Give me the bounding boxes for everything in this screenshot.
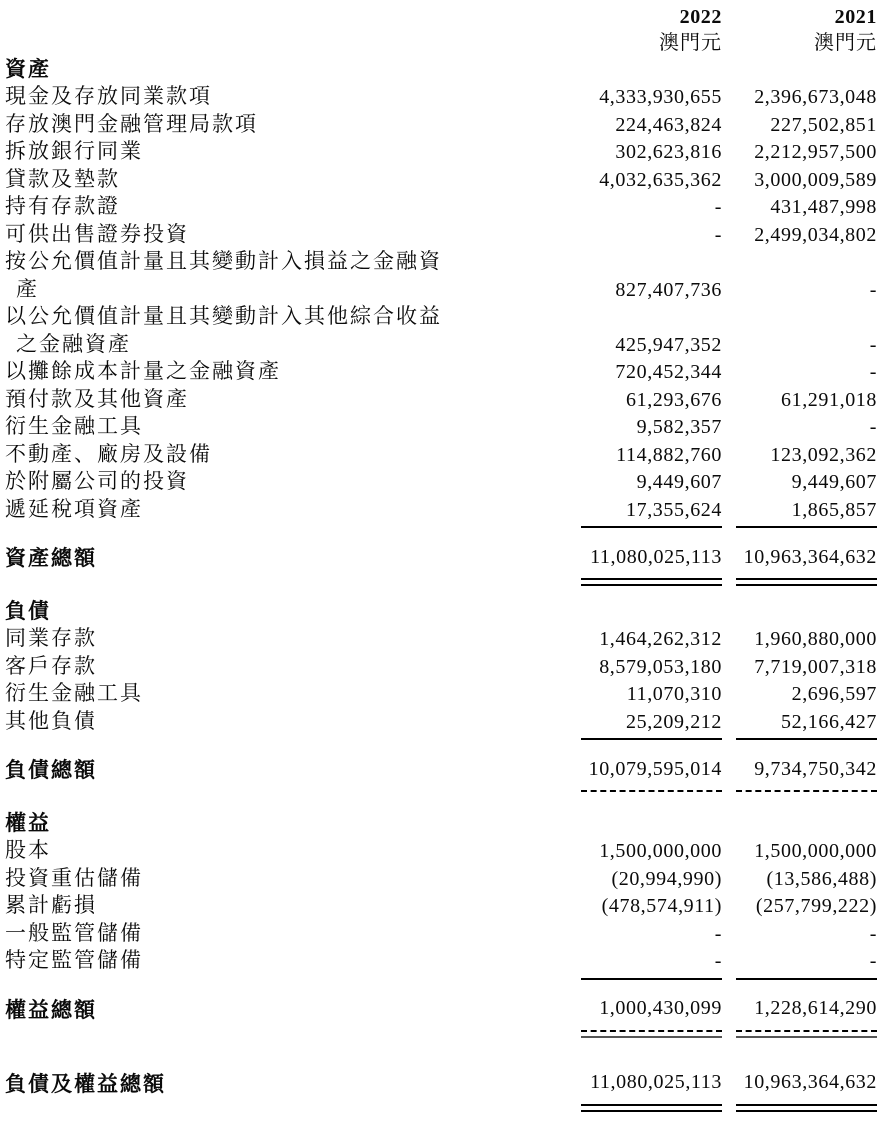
row-label: 負債及權益總額 <box>5 1071 166 1096</box>
rule-line <box>736 1104 877 1112</box>
line-item-row <box>5 303 877 331</box>
rule-row <box>5 523 877 539</box>
rule-line <box>736 526 877 528</box>
row-label: 股本 <box>5 838 51 862</box>
column-rule-2021 <box>732 1101 877 1112</box>
rule-spacer <box>5 1101 577 1102</box>
line-item-row <box>5 386 877 414</box>
line-item-row <box>5 193 877 221</box>
row-label: 負債總額 <box>5 758 97 782</box>
line-item-row <box>5 248 877 276</box>
value-2022: 425,947,352 <box>615 333 722 356</box>
rule-row <box>5 1027 877 1045</box>
line-item-row <box>5 653 877 681</box>
value-2021: 1,500,000,000 <box>754 840 877 862</box>
value-2021: 7,719,007,318 <box>754 655 877 678</box>
row-label: 投資重估儲備 <box>5 865 143 890</box>
row-label: 之金融資產 <box>16 331 131 356</box>
row-label: 現金及存放同業款項 <box>5 84 212 108</box>
value-2022: 11,080,025,113 <box>590 545 722 568</box>
line-item-row <box>5 413 877 441</box>
rule-row <box>5 787 877 805</box>
line-item-row <box>5 892 877 920</box>
row-label: 資產 <box>5 57 51 81</box>
value-2022: 61,293,676 <box>626 388 722 411</box>
row-label: 負債 <box>5 599 51 623</box>
line-item-row <box>5 358 877 386</box>
column-rule-2022 <box>577 735 722 740</box>
rule-line <box>581 978 722 980</box>
column-rule-2022 <box>577 1101 722 1112</box>
rule-spacer <box>5 787 577 788</box>
value-2022: 720,452,344 <box>615 361 722 383</box>
value-2022: 302,623,816 <box>615 141 722 163</box>
line-item-row <box>5 276 877 304</box>
rule-line <box>581 1104 722 1112</box>
value-2022: - <box>714 196 722 218</box>
line-item-row <box>5 920 877 948</box>
value-2022: 1,000,430,099 <box>599 997 722 1019</box>
value-2022: 9,449,607 <box>636 471 722 493</box>
row-label: 其他負債 <box>5 708 97 733</box>
value-2022: 1,500,000,000 <box>599 840 722 862</box>
row-label: 以公允價值計量且其變動計入其他綜合收益 <box>5 304 442 328</box>
row-label: 持有存款證 <box>5 194 120 218</box>
rule-spacer <box>5 575 577 576</box>
line-item-row <box>5 111 877 139</box>
row-label: 客戶存款 <box>5 653 97 678</box>
value-2021: 431,487,998 <box>770 196 877 218</box>
row-label: 同業存款 <box>5 626 97 650</box>
column-rule-2022 <box>577 575 722 586</box>
row-label: 一般監管儲備 <box>5 920 143 945</box>
year-header-row <box>5 4 877 30</box>
line-item-row <box>5 680 877 708</box>
line-item-row <box>5 496 877 524</box>
currency-header-row <box>5 30 877 56</box>
statement-rows <box>5 56 877 1119</box>
value-2021: 2,696,597 <box>791 683 877 705</box>
value-2021: - <box>869 950 877 972</box>
line-item-row <box>5 708 877 736</box>
value-2022: 4,333,930,655 <box>599 86 722 108</box>
row-label: 不動產、廠房及設備 <box>5 441 212 466</box>
column-rule-2022 <box>577 523 722 528</box>
value-2021: (13,586,488) <box>766 867 877 890</box>
value-2022: - <box>714 223 722 246</box>
rule-row <box>5 975 877 991</box>
total-row <box>5 539 877 575</box>
total-row <box>5 1065 877 1101</box>
row-label: 貸款及墊款 <box>5 166 120 191</box>
column-rule-2021 <box>732 975 877 980</box>
value-2021: 1,960,880,000 <box>754 628 877 650</box>
rule-line <box>736 790 877 792</box>
section-header-row <box>5 810 877 837</box>
value-2021: 2,499,034,802 <box>754 223 877 246</box>
column-rule-2021 <box>732 575 877 586</box>
line-item-row <box>5 468 877 496</box>
value-2022: 25,209,212 <box>626 710 722 733</box>
row-label: 衍生金融工具 <box>5 681 143 705</box>
rule-line <box>736 978 877 980</box>
value-2022: 10,079,595,014 <box>588 757 722 780</box>
line-item-row <box>5 166 877 194</box>
value-2021: - <box>869 416 877 438</box>
value-2021: 2,396,673,048 <box>754 86 877 108</box>
value-2022: - <box>714 922 722 945</box>
line-item-row <box>5 331 877 359</box>
currency-label-2021: 澳門元 <box>814 32 877 54</box>
rule-line <box>581 790 722 792</box>
value-2021: 9,449,607 <box>791 471 877 493</box>
rule-row <box>5 1101 877 1119</box>
column-rule-2021 <box>732 523 877 528</box>
rule-spacer <box>5 975 577 976</box>
value-2021: (257,799,222) <box>755 895 877 917</box>
row-label: 特定監管儲備 <box>5 948 143 972</box>
line-item-row <box>5 221 877 249</box>
value-2022: 1,464,262,312 <box>599 628 722 650</box>
rule-line <box>736 1030 877 1038</box>
value-2022: 8,579,053,180 <box>599 655 722 678</box>
column-rule-2022 <box>577 787 722 792</box>
row-label: 可供出售證券投資 <box>5 221 189 246</box>
value-2021: 9,734,750,342 <box>754 757 877 780</box>
value-2021: 52,166,427 <box>781 710 877 733</box>
value-2021: 227,502,851 <box>770 113 877 136</box>
value-2022: 827,407,736 <box>615 278 722 301</box>
line-item-row <box>5 83 877 111</box>
line-item-row <box>5 625 877 653</box>
value-2021: - <box>869 922 877 945</box>
year-column-2022: 2022 <box>679 6 722 28</box>
rule-line <box>736 738 877 740</box>
rule-line <box>736 578 877 586</box>
row-label: 遞延稅項資產 <box>5 496 143 521</box>
total-row <box>5 991 877 1027</box>
row-label: 產 <box>16 276 39 301</box>
value-2021: 10,963,364,632 <box>743 545 877 568</box>
rule-line <box>581 1030 722 1038</box>
line-item-row <box>5 138 877 166</box>
value-2021: - <box>869 361 877 383</box>
section-header-row <box>5 56 877 83</box>
value-2021: 3,000,009,589 <box>754 168 877 191</box>
column-rule-2021 <box>732 1027 877 1038</box>
value-2022: 4,032,635,362 <box>599 168 722 191</box>
rule-line <box>581 738 722 740</box>
value-2021: 61,291,018 <box>781 388 877 411</box>
value-2022: 11,070,310 <box>626 683 722 705</box>
value-2021: 123,092,362 <box>770 443 877 466</box>
column-rule-2022 <box>577 1027 722 1038</box>
row-label: 以攤餘成本計量之金融資產 <box>5 359 281 383</box>
rule-spacer <box>5 1027 577 1028</box>
value-2022: 17,355,624 <box>626 498 722 521</box>
rule-row <box>5 735 877 751</box>
column-rule-2021 <box>732 787 877 792</box>
row-label: 拆放銀行同業 <box>5 139 143 163</box>
value-2021: - <box>869 333 877 356</box>
column-rule-2021 <box>732 735 877 740</box>
row-label: 於附屬公司的投資 <box>5 469 189 493</box>
row-label: 資產總額 <box>5 546 97 570</box>
row-label: 權益 <box>5 811 51 835</box>
rule-line <box>581 578 722 586</box>
value-2022: (20,994,990) <box>611 867 722 890</box>
value-2021: 10,963,364,632 <box>743 1071 877 1093</box>
value-2022: 114,882,760 <box>616 443 722 466</box>
value-2021: - <box>869 278 877 301</box>
rule-spacer <box>5 523 577 524</box>
currency-label-2022: 澳門元 <box>659 32 722 54</box>
value-2022: 9,582,357 <box>636 416 722 438</box>
value-2021: 1,865,857 <box>791 498 877 521</box>
value-2021: 1,228,614,290 <box>754 997 877 1019</box>
column-rule-2022 <box>577 975 722 980</box>
year-column-2021: 2021 <box>834 6 877 28</box>
value-2021: 2,212,957,500 <box>754 141 877 163</box>
rule-row <box>5 575 877 593</box>
value-2022: 224,463,824 <box>615 113 722 136</box>
line-item-row <box>5 837 877 865</box>
rule-line <box>581 526 722 528</box>
line-item-row <box>5 441 877 469</box>
section-header-row <box>5 598 877 625</box>
value-2022: 11,080,025,113 <box>590 1071 722 1093</box>
row-label: 預付款及其他資產 <box>5 386 189 411</box>
line-item-row <box>5 865 877 893</box>
line-item-row <box>5 947 877 975</box>
value-2022: - <box>714 950 722 972</box>
total-row <box>5 751 877 787</box>
value-2022: (478,574,911) <box>601 895 722 917</box>
row-label: 按公允價值計量且其變動計入損益之金融資 <box>5 249 442 273</box>
row-label: 衍生金融工具 <box>5 414 143 438</box>
rule-spacer <box>5 735 577 736</box>
row-label: 存放澳門金融管理局款項 <box>5 111 258 136</box>
row-label: 權益總額 <box>5 997 97 1022</box>
row-label: 累計虧損 <box>5 893 97 917</box>
